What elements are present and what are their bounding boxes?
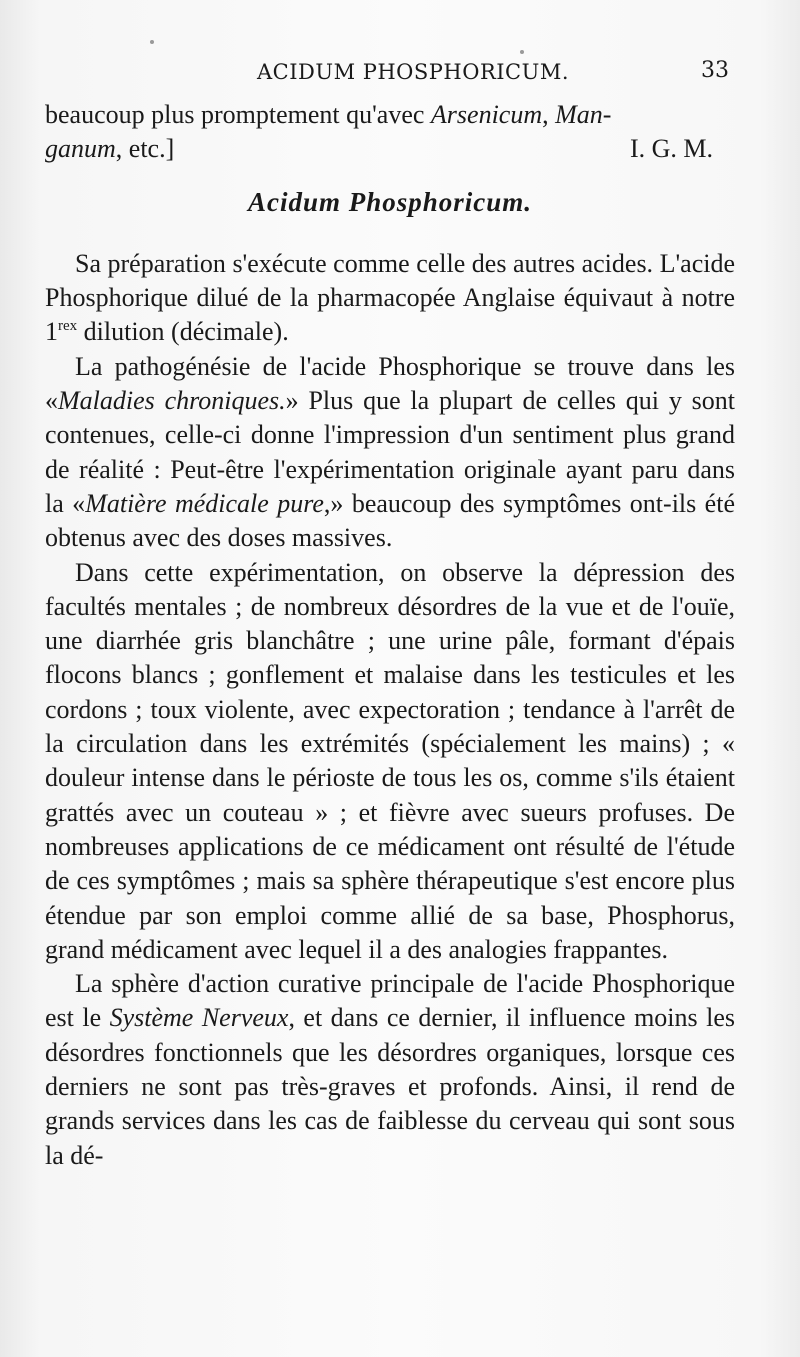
section-title: Acidum Phosphoricum. — [247, 186, 533, 217]
paragraph-4: La sphère d'action curative principale de l'acide Phosphorique est le Système Nerveux, et dans ce dernier, il influence moins les désordres fonctionnels que les désordres organiques, lorsque ces derniers ne sont pas très-graves et profonds. Ainsi, il rend de grands services dans les cas de faiblesse du cerveau qui sont sous la dé- — [45, 969, 735, 1170]
paragraph-3: Dans cette expérimentation, on observe la dépression des facultés mentales ; de nombreux désordres de la vue et de l'ouïe, une diarrhée gris blanchâtre ; une urine pâle, formant d'épais flocons blancs ; gonflement et malaise dans les testicules et les cordons ; toux violente, avec expectoration ; tendance à l'arrêt de la circulation dans les extrémités (spécialement les mains) ; « douleur intense dans le périoste de tous les os, comme s'ils étaient grattés avec un couteau » ; et fièvre avec sueurs profuses. De nombreuses applications de ce médicament ont résulté de l'étude de ces symptômes ; mais sa sphère thérapeutique s'est encore plus étendue par son emploi comme allié de sa base, Phosphorus, grand médicament avec lequel il a des analogies frappantes. — [45, 557, 735, 964]
intro-line-1: beaucoup plus promptement qu'avec Arsenicum, Man- — [45, 100, 612, 129]
paper-speck — [150, 40, 154, 44]
paragraph-2: La pathogénésie de l'acide Phosphorique se trouve dans les «Maladies chroniques.» Plus que la plupart de celles qui y sont contenues, celle-ci donne l'impression d'un sentiment plus grand de réalité : Peut-être l'expérimentation originale ayant paru dans la «Matière médicale pure,» beaucoup des symptômes ont-ils été obtenus avec des doses massives. — [45, 351, 735, 553]
running-title: ACIDUM PHOSPHORICUM. — [257, 60, 569, 84]
paragraph-1: Sa préparation s'exécute comme celle des autres acides. L'acide Phosphorique dilué de la pharmacopée Anglaise équivaut à notre $1^{rex}$ dilution (décimale). — [45, 248, 735, 347]
intro-line-2: ganum, etc.] I. G. M. — [45, 132, 735, 166]
page-body — [45, 98, 735, 1173]
paper-speck — [520, 50, 524, 54]
page-header — [45, 58, 735, 88]
page-number: 33 — [701, 58, 729, 83]
signature: I. G. M. — [629, 134, 713, 164]
